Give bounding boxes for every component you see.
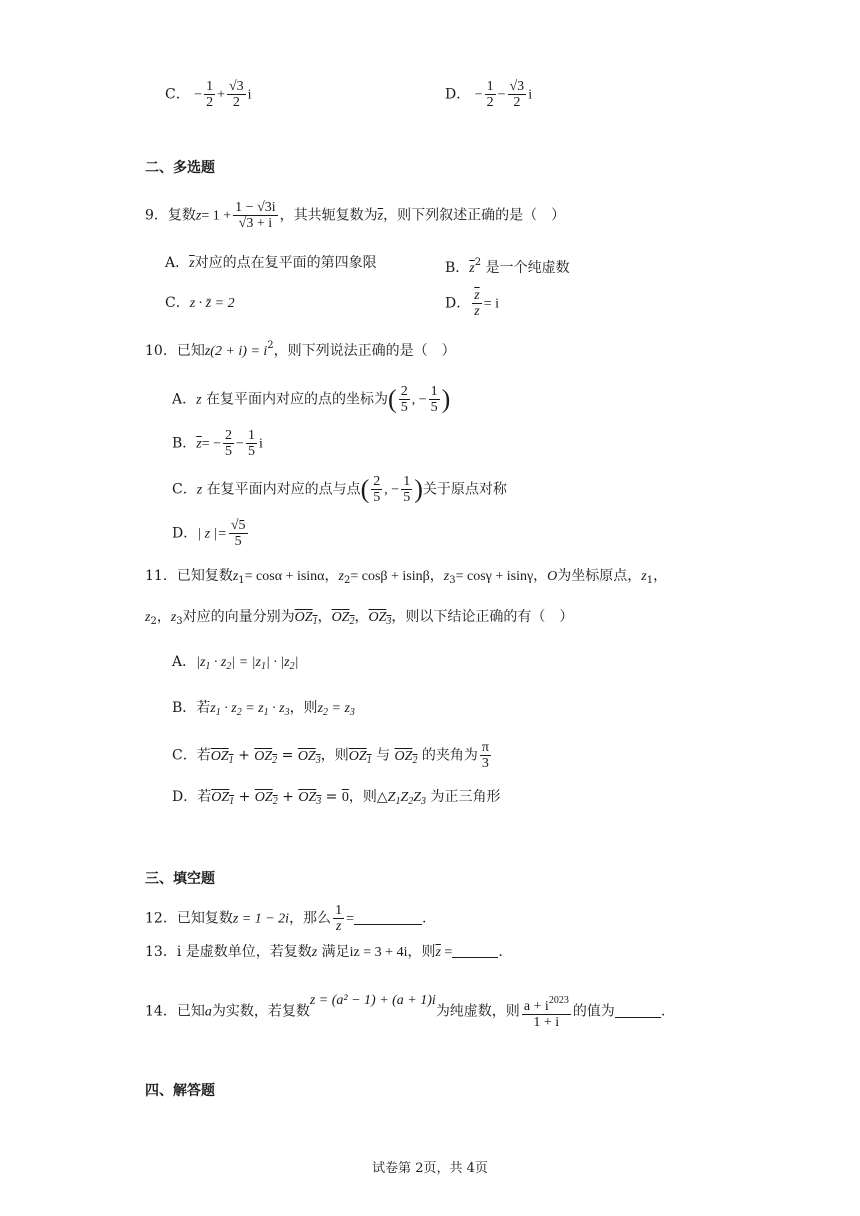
q11-option-a: A．$|z_1 \cdot z_2| = |z_1| \cdot |z_2|$ (172, 654, 299, 672)
question-14: 14．已知a为实数，若复数z = (a² − 1) + (a + 1)i为纯虚数，则 $\frac{a + i^{2023}}{1 + i}$ 的值为 . (145, 992, 666, 1030)
q8-option-d: D． − $\frac{1}{2}$ − $\frac{√3}{2}$ i (445, 79, 533, 110)
q11-option-c: C．若$OZ_1 + OZ_2 = OZ_3$，则$OZ_1$ 与 $OZ_2$ 的夹角为 $\frac{\pi}{3}$ (172, 740, 489, 771)
question-11-line-2: $z_2$，$z_3$对应的向量分别为$OZ_1$，$OZ_2$，$OZ_3$，则以下结论正确的有（ ） (145, 609, 574, 627)
q10-option-c: C．z 在复平面内对应的点与点( $\frac{2}{5}$ , − $\frac{1}{5}$ )关于原点对称 (172, 474, 507, 505)
q11-option-d: D．若$OZ_1 + OZ_2 + OZ_3 = 0$，则$\triangle Z_1Z_2Z_3$ 为正三角形 (172, 789, 501, 807)
q11-option-b: B．若$z_1 \cdot z_2 = z_1 \cdot z_3$，则$z_2 = z_3$ (172, 700, 355, 718)
section-heading-fill-in: 三、填空题 (145, 870, 215, 886)
q10-option-d: D．| z |= $\frac{√5}{5}$ (172, 518, 246, 549)
fraction: $\frac{1}{2}$ (486, 79, 494, 110)
q9-option-c: C．z · z̄ = 2 (165, 295, 235, 311)
fraction: $\frac{1 - √3i}{√3 + i}$ (235, 200, 276, 231)
q10-option-a: A．z 在复平面内对应的点的坐标为( $\frac{2}{5}$ , − $\frac{1}{5}$ ) (172, 384, 451, 415)
q10-option-b: B．$\overline{z}=$ − $\frac{2}{5}$ − $\frac{1}{5}$ i (172, 428, 263, 459)
page-footer: 试卷第 2页，共 4页 (372, 1161, 488, 1176)
answer-blank[interactable] (452, 945, 498, 958)
section-heading-solutions: 四、解答题 (145, 1082, 215, 1098)
question-9: 9．复数z= 1 + $\frac{1 - √3i}{√3 + i}$ ，其共轭复数为$\overline{z}$，则下列叙述正确的是（ ） (145, 200, 566, 231)
q9-option-d: D． $\frac{\overline{z}}{z}$ = i (445, 288, 499, 319)
q9-option-b: B．$\overline{z}^2$ 是一个纯虚数 (445, 257, 570, 276)
question-10: 10．已知$z(2 + i) = i^2$，则下列说法正确的是（ ） (145, 340, 456, 359)
fraction: $\frac{√3}{2}$ (228, 79, 244, 110)
fraction: $\frac{\overline{z}}{z}$ (474, 288, 480, 319)
question-12: 12．已知复数z = 1 − 2i，那么 $\frac{1}{z}$ = . (145, 903, 427, 934)
q9-option-a: A．$\overline{z}$对应的点在复平面的第四象限 (165, 255, 377, 271)
answer-blank[interactable] (615, 1005, 661, 1018)
section-heading-multiple-choice: 二、多选题 (145, 159, 215, 175)
answer-blank[interactable] (354, 912, 422, 925)
fraction: $\frac{√3}{2}$ (509, 79, 525, 110)
fraction: $\frac{1}{2}$ (206, 79, 214, 110)
q8-option-c: C． − $\frac{1}{2}$ + $\frac{√3}{2}$ i (165, 79, 252, 110)
question-11-line-1: 11．已知复数$z_1= \cos\alpha + isin\alpha$，$z_2= \cos\beta + isin\beta$，$z_3= \cos\gamma + isin\gamma$，O为坐标原点，$z_1$， (145, 568, 668, 586)
question-13: 13．i 是虚数单位，若复数z 满足iz = 3 + 4i，则$\overline{z}$ = . (145, 944, 503, 960)
